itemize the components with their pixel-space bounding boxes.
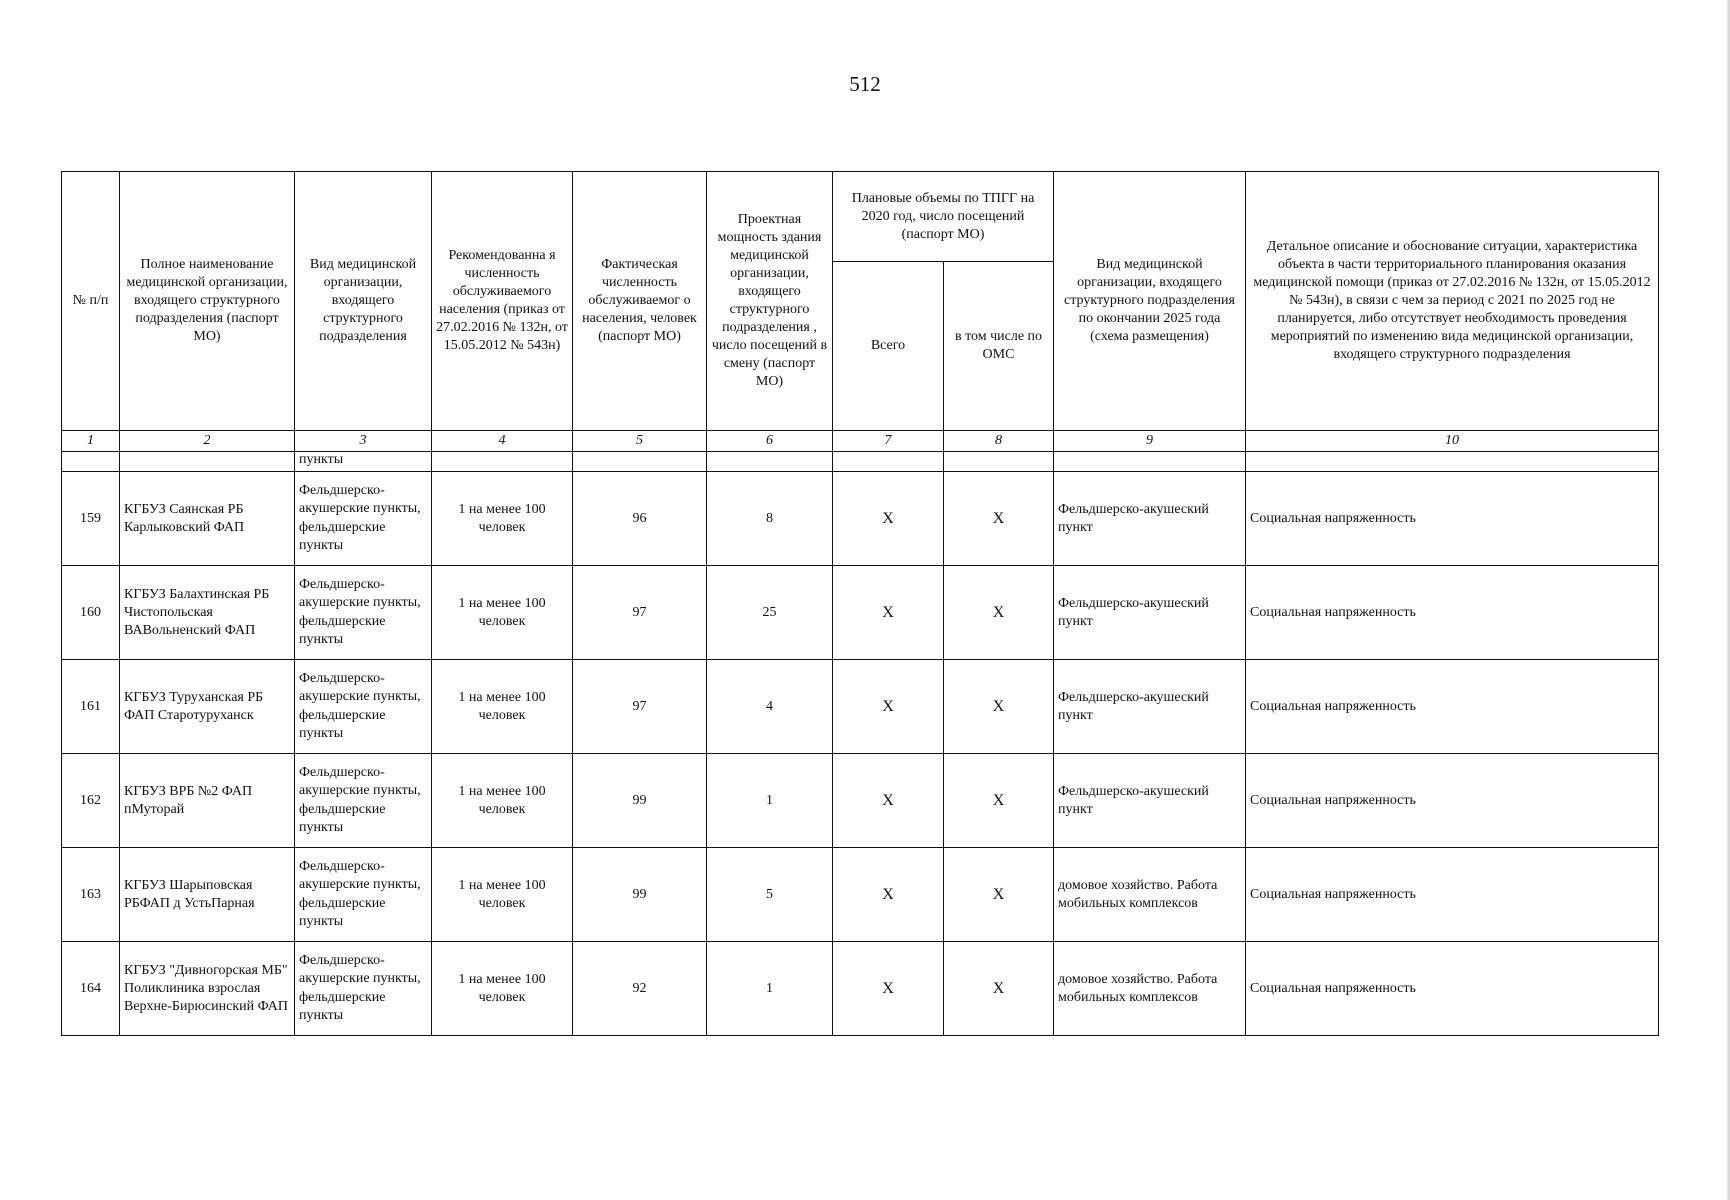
design-capacity: 8 [707,472,833,566]
row-number: 164 [62,942,120,1036]
actual-population: 97 [573,660,707,754]
design-capacity: 25 [707,566,833,660]
recommended-population: 1 на менее 100 человек [432,472,573,566]
continuation-text: пункты [295,452,432,472]
planned-total: Х [833,472,944,566]
planned-total: Х [833,848,944,942]
table-row [62,942,1659,1036]
org-type: Фельдшерско-акушерские пункты, фельдшерские пункты [295,472,432,566]
header-oms: в том числе по ОМС [944,262,1054,431]
description: Социальная напряженность [1246,754,1659,848]
column-number-row [62,431,1659,452]
header-design-capacity: Проектная мощность здания медицинской организации, входящего структурного подразделения , число посещений в смену (паспорт МО) [707,172,833,431]
recommended-population: 1 на менее 100 человек [432,942,573,1036]
org-name: КГБУЗ Туруханская РБ ФАП Старотуруханск [120,660,295,754]
planned-oms: Х [944,660,1054,754]
planned-oms: Х [944,942,1054,1036]
header-actual-population: Фактическая численность обслуживаемог о населения, человек (паспорт МО) [573,172,707,431]
planned-total: Х [833,660,944,754]
design-capacity: 4 [707,660,833,754]
org-type-2025: домовое хозяйство. Работа мобильных комплексов [1054,942,1246,1036]
description: Социальная напряженность [1246,566,1659,660]
column-number: 3 [295,431,432,452]
org-type-2025: Фельдшерско-акушеский пункт [1054,754,1246,848]
planned-total: Х [833,942,944,1036]
recommended-population: 1 на менее 100 человек [432,848,573,942]
column-number: 6 [707,431,833,452]
table-body [62,452,1659,1036]
row-number: 160 [62,566,120,660]
org-type-2025: Фельдшерско-акушеский пункт [1054,566,1246,660]
actual-population: 99 [573,848,707,942]
recommended-population: 1 на менее 100 человек [432,566,573,660]
actual-population: 99 [573,754,707,848]
row-number: 159 [62,472,120,566]
column-number: 10 [1246,431,1659,452]
org-type-2025: Фельдшерско-акушеский пункт [1054,472,1246,566]
column-number: 9 [1054,431,1246,452]
org-name: КГБУЗ Шарыповская РБФАП д УстьПарная [120,848,295,942]
row-number: 161 [62,660,120,754]
column-number: 5 [573,431,707,452]
column-number: 4 [432,431,573,452]
table-row [62,848,1659,942]
table-header [62,172,1659,452]
planned-total: Х [833,566,944,660]
column-number: 1 [62,431,120,452]
design-capacity: 1 [707,942,833,1036]
description: Социальная напряженность [1246,942,1659,1036]
header-planned-volumes: Плановые объемы по ТПГГ на 2020 год, число посещений (паспорт МО) [833,172,1054,262]
header-description: Детальное описание и обоснование ситуации, характеристика объекта в части территориального планирования оказания медицинской помощи (приказ от 27.02.2016 № 132н, от 15.05.2012 № 543н), в связи с чем за период с 2021 по 2025 год не планируется, либо отсутствует необходимость проведения мероприятий по изменению вида медицинской организации, входящего структурного подразделения [1246,172,1659,431]
description: Социальная напряженность [1246,472,1659,566]
actual-population: 97 [573,566,707,660]
org-type: Фельдшерско-акушерские пункты, фельдшерские пункты [295,754,432,848]
column-number: 2 [120,431,295,452]
table-row [62,472,1659,566]
recommended-population: 1 на менее 100 человек [432,754,573,848]
header-index: № п/п [62,172,120,431]
org-type-2025: Фельдшерско-акушеский пункт [1054,660,1246,754]
table-row [62,660,1659,754]
actual-population: 92 [573,942,707,1036]
planned-oms: Х [944,848,1054,942]
planned-oms: Х [944,754,1054,848]
header-org-type: Вид медицинской организации, входящего структурного подразделения [295,172,432,431]
org-name: КГБУЗ Саянская РБ Карлыковский ФАП [120,472,295,566]
header-org-type-2025: Вид медицинской организации, входящего структурного подразделения по окончании 2025 года (схема размещения) [1054,172,1246,431]
column-number: 8 [944,431,1054,452]
header-total: Всего [833,262,944,431]
continuation-row [62,452,1659,472]
description: Социальная напряженность [1246,848,1659,942]
page-number: 512 [849,72,881,96]
planned-total: Х [833,754,944,848]
org-type-2025: домовое хозяйство. Работа мобильных комплексов [1054,848,1246,942]
row-number: 162 [62,754,120,848]
org-type: Фельдшерско-акушерские пункты, фельдшерские пункты [295,566,432,660]
planned-oms: Х [944,566,1054,660]
actual-population: 96 [573,472,707,566]
table-row [62,754,1659,848]
facilities-table [61,171,1659,1036]
design-capacity: 5 [707,848,833,942]
column-number: 7 [833,431,944,452]
design-capacity: 1 [707,754,833,848]
org-name: КГБУЗ "Дивногорская МБ" Поликлиника взрослая Верхне-Бирюсинский ФАП [120,942,295,1036]
org-type: Фельдшерско-акушерские пункты, фельдшерские пункты [295,942,432,1036]
description: Социальная напряженность [1246,660,1659,754]
org-name: КГБУЗ Балахтинская РБ Чистопольская ВАВольненский ФАП [120,566,295,660]
header-recommended-population: Рекомендованна я численность обслуживаемого населения (приказ от 27.02.2016 № 132н, от 15.05.2012 № 543н) [432,172,573,431]
org-name: КГБУЗ ВРБ №2 ФАП пМуторай [120,754,295,848]
recommended-population: 1 на менее 100 человек [432,660,573,754]
org-type: Фельдшерско-акушерские пункты, фельдшерские пункты [295,848,432,942]
table-row [62,566,1659,660]
planned-oms: Х [944,472,1054,566]
row-number: 163 [62,848,120,942]
header-full-name: Полное наименование медицинской организации, входящего структурного подразделения (паспорт МО) [120,172,295,431]
org-type: Фельдшерско-акушерские пункты, фельдшерские пункты [295,660,432,754]
